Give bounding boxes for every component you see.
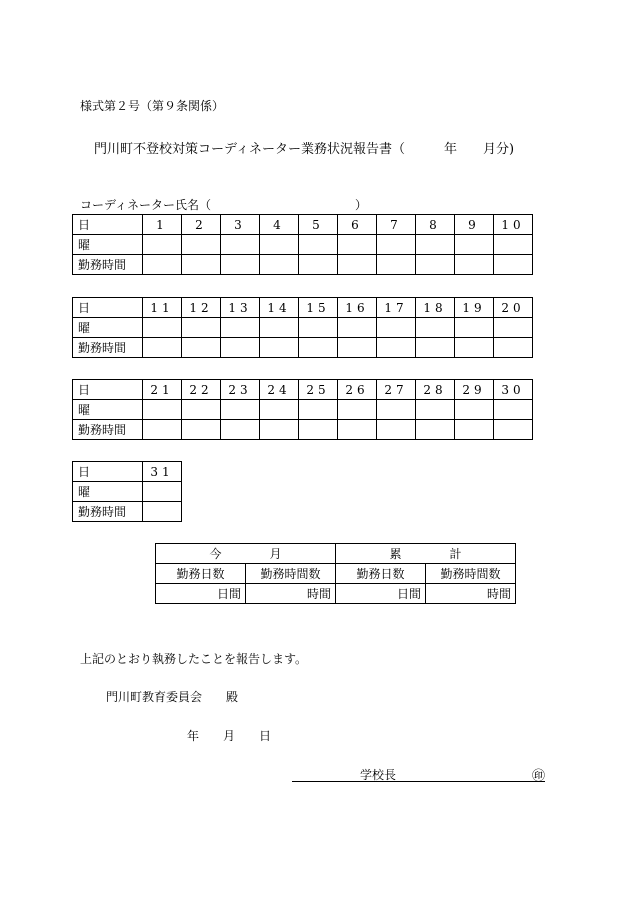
- month-work-days-header: 勤務日数: [156, 564, 246, 584]
- day-cell: 20: [494, 298, 533, 318]
- month-work-days-cell[interactable]: 日間: [156, 584, 246, 604]
- day-cell: 22: [182, 380, 221, 400]
- weekday-cell[interactable]: [416, 400, 455, 420]
- hours-cell[interactable]: [143, 338, 182, 358]
- day-cell: 24: [260, 380, 299, 400]
- hours-cell[interactable]: [377, 255, 416, 275]
- hours-cell[interactable]: [494, 338, 533, 358]
- hours-cell[interactable]: [299, 420, 338, 440]
- weekday-row: [73, 400, 533, 420]
- addressee: 門川町教育委員会 殿: [106, 690, 239, 704]
- attendance-table-2: [72, 297, 533, 358]
- hours-cell[interactable]: [143, 255, 182, 275]
- day-cell: 16: [338, 298, 377, 318]
- weekday-cell[interactable]: [299, 400, 338, 420]
- signature-line: [292, 781, 545, 782]
- day-cell: 26: [338, 380, 377, 400]
- hours-row: [73, 420, 533, 440]
- weekday-cell[interactable]: [182, 400, 221, 420]
- hours-label: 勤務時間: [73, 338, 143, 358]
- day-cell: 8: [416, 215, 455, 235]
- hours-cell[interactable]: [143, 420, 182, 440]
- day-cell: 21: [143, 380, 182, 400]
- day-cell: 30: [494, 380, 533, 400]
- hours-cell[interactable]: [221, 255, 260, 275]
- day-cell: 13: [221, 298, 260, 318]
- hours-cell[interactable]: [377, 420, 416, 440]
- weekday-cell[interactable]: [416, 235, 455, 255]
- day-cell: 14: [260, 298, 299, 318]
- weekday-cell[interactable]: [221, 235, 260, 255]
- weekday-row: [73, 235, 533, 255]
- hours-cell[interactable]: [416, 338, 455, 358]
- weekday-cell[interactable]: [455, 235, 494, 255]
- weekday-cell[interactable]: [377, 400, 416, 420]
- day-cell: 28: [416, 380, 455, 400]
- day-row: [73, 298, 533, 318]
- hours-cell[interactable]: [494, 255, 533, 275]
- attendance-table-1: [72, 214, 533, 275]
- weekday-cell[interactable]: [182, 235, 221, 255]
- weekday-cell[interactable]: [338, 235, 377, 255]
- weekday-label: 曜: [73, 235, 143, 255]
- weekday-cell[interactable]: [416, 318, 455, 338]
- weekday-cell[interactable]: [260, 235, 299, 255]
- seal-mark: ㊞: [532, 769, 546, 784]
- day-cell: 2: [182, 215, 221, 235]
- weekday-cell[interactable]: [221, 318, 260, 338]
- hours-row: [73, 502, 182, 522]
- weekday-cell[interactable]: [260, 318, 299, 338]
- weekday-cell[interactable]: [143, 318, 182, 338]
- weekday-cell[interactable]: [455, 318, 494, 338]
- day-cell: 7: [377, 215, 416, 235]
- report-statement: 上記のとおり執務したことを報告します。: [80, 652, 308, 666]
- weekday-cell[interactable]: [494, 235, 533, 255]
- day-cell: 25: [299, 380, 338, 400]
- hours-cell[interactable]: [182, 338, 221, 358]
- day-row: [73, 215, 533, 235]
- hours-cell[interactable]: [377, 338, 416, 358]
- hours-label: 勤務時間: [73, 502, 143, 522]
- hours-cell[interactable]: [221, 338, 260, 358]
- page-title: 門川町不登校対策コーディネーター業務状況報告書（ 年 月分): [94, 142, 515, 157]
- this-month-header: 今 月: [156, 544, 336, 564]
- weekday-label: 曜: [73, 482, 143, 502]
- day-cell: 11: [143, 298, 182, 318]
- weekday-cell[interactable]: [182, 318, 221, 338]
- weekday-row: [73, 318, 533, 338]
- attendance-table-4: [72, 461, 182, 522]
- day-cell: 3: [221, 215, 260, 235]
- hours-cell[interactable]: [299, 338, 338, 358]
- weekday-cell[interactable]: [494, 318, 533, 338]
- weekday-label: 曜: [73, 318, 143, 338]
- hours-cell[interactable]: [182, 420, 221, 440]
- hours-cell[interactable]: [338, 255, 377, 275]
- weekday-cell[interactable]: [299, 235, 338, 255]
- weekday-cell[interactable]: [338, 318, 377, 338]
- day-cell: 4: [260, 215, 299, 235]
- total-work-days-cell[interactable]: 日間: [336, 584, 426, 604]
- day-label: 日: [73, 215, 143, 235]
- day-label: 日: [73, 462, 143, 482]
- day-cell: 18: [416, 298, 455, 318]
- hours-cell[interactable]: [455, 255, 494, 275]
- weekday-cell[interactable]: [377, 318, 416, 338]
- day-cell: 5: [299, 215, 338, 235]
- day-cell: 23: [221, 380, 260, 400]
- weekday-cell[interactable]: [338, 400, 377, 420]
- day-cell: 6: [338, 215, 377, 235]
- total-work-hours-header: 勤務時間数: [426, 564, 516, 584]
- day-label: 日: [73, 298, 143, 318]
- weekday-label: 曜: [73, 400, 143, 420]
- coordinator-name-label: コーディネーター氏名（ ）: [80, 198, 368, 212]
- hours-label: 勤務時間: [73, 420, 143, 440]
- day-cell: 1: [143, 215, 182, 235]
- hours-cell[interactable]: [143, 502, 182, 522]
- hours-cell[interactable]: [338, 420, 377, 440]
- hours-cell[interactable]: [416, 420, 455, 440]
- weekday-cell[interactable]: [143, 235, 182, 255]
- day-cell: 29: [455, 380, 494, 400]
- day-cell: 19: [455, 298, 494, 318]
- weekday-cell[interactable]: [377, 235, 416, 255]
- total-work-days-header: 勤務日数: [336, 564, 426, 584]
- hours-row: [73, 255, 533, 275]
- month-work-hours-cell[interactable]: 時間: [246, 584, 336, 604]
- form-number: 様式第２号（第９条関係）: [80, 99, 225, 113]
- weekday-cell[interactable]: [221, 400, 260, 420]
- day-cell: 10: [494, 215, 533, 235]
- hours-cell[interactable]: [182, 255, 221, 275]
- day-cell: 9: [455, 215, 494, 235]
- summary-header-row: [156, 544, 516, 564]
- weekday-cell[interactable]: [143, 400, 182, 420]
- day-cell: 15: [299, 298, 338, 318]
- hours-cell[interactable]: [299, 255, 338, 275]
- day-label: 日: [73, 380, 143, 400]
- total-work-hours-cell[interactable]: 時間: [426, 584, 516, 604]
- day-cell: 27: [377, 380, 416, 400]
- hours-row: [73, 338, 533, 358]
- day-cell: 31: [143, 462, 182, 482]
- hours-label: 勤務時間: [73, 255, 143, 275]
- hours-cell[interactable]: [494, 420, 533, 440]
- day-row: [73, 380, 533, 400]
- weekday-cell[interactable]: [260, 400, 299, 420]
- month-work-hours-header: 勤務時間数: [246, 564, 336, 584]
- hours-cell[interactable]: [221, 420, 260, 440]
- cumulative-header: 累 計: [336, 544, 516, 564]
- weekday-cell[interactable]: [494, 400, 533, 420]
- hours-cell[interactable]: [455, 420, 494, 440]
- weekday-cell[interactable]: [455, 400, 494, 420]
- weekday-cell[interactable]: [299, 318, 338, 338]
- hours-cell[interactable]: [338, 338, 377, 358]
- summary-table: [155, 543, 516, 604]
- summary-subheader-row: [156, 564, 516, 584]
- summary-value-row: [156, 584, 516, 604]
- hours-cell[interactable]: [455, 338, 494, 358]
- day-cell: 17: [377, 298, 416, 318]
- day-cell: 12: [182, 298, 221, 318]
- weekday-row: [73, 482, 182, 502]
- principal-label: 学校長: [360, 768, 397, 782]
- hours-cell[interactable]: [416, 255, 455, 275]
- hours-cell[interactable]: [260, 420, 299, 440]
- attendance-table-3: [72, 379, 533, 440]
- report-date: 年 月 日: [187, 729, 272, 743]
- hours-cell[interactable]: [260, 255, 299, 275]
- day-row: [73, 462, 182, 482]
- hours-cell[interactable]: [260, 338, 299, 358]
- weekday-cell[interactable]: [143, 482, 182, 502]
